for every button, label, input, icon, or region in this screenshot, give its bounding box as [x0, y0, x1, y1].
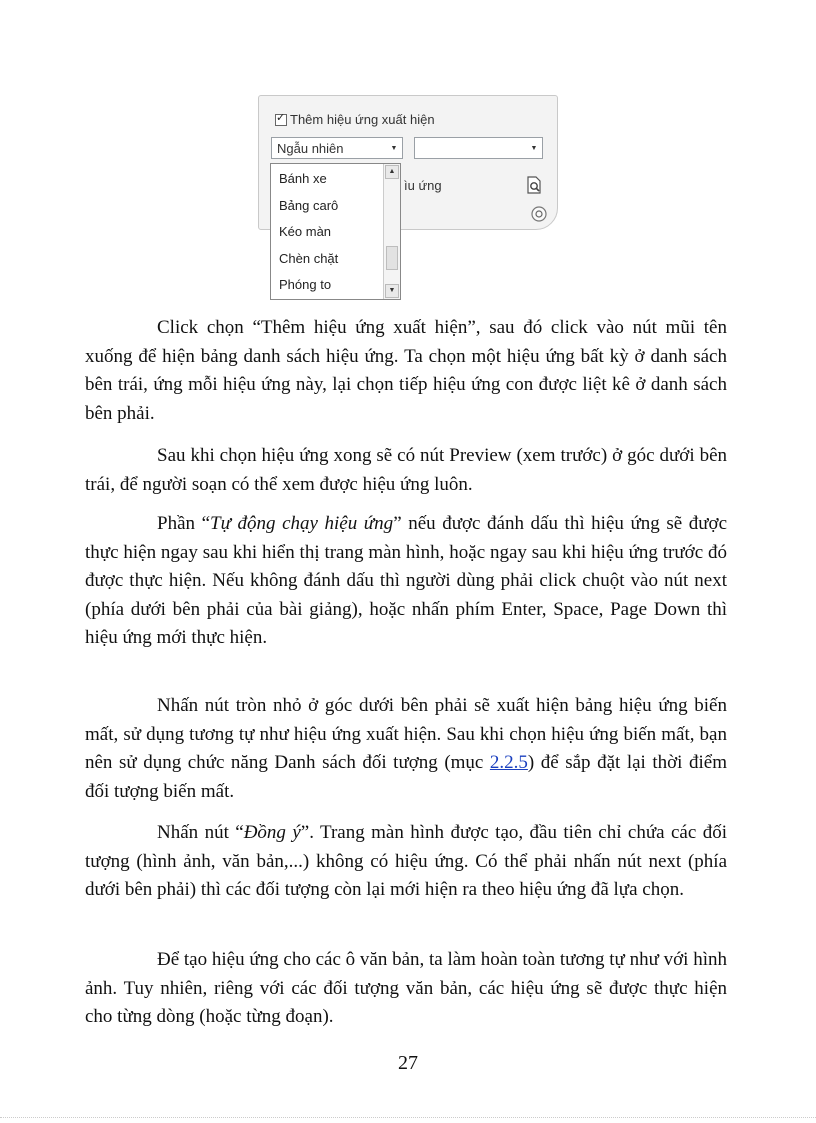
paragraph-4-text-rest: ) để sắp đặt lại thời điểm đối tượng biến mất. — [85, 752, 727, 802]
paragraph-5-text: Nhấn nút “ — [157, 822, 244, 843]
effect-dropdown-list[interactable] — [270, 163, 401, 300]
scroll-up-icon[interactable]: ▲ — [385, 165, 399, 179]
dropdown-items — [271, 166, 383, 299]
page-number: 27 — [398, 1052, 418, 1074]
check-icon[interactable] — [275, 114, 287, 126]
dropdown-arrow-icon[interactable]: ▼ — [390, 144, 398, 152]
paragraph-3 — [85, 510, 727, 653]
effect-combo[interactable] — [271, 137, 403, 159]
paragraph-3-text-rest: ” nếu được đánh dấu thì hiệu ứng sẽ được thực hiện ngay sau khi hiển thị trang màn hình, hoặc ngay sau khi hiệu ứng trước đó được thực hiện. Nếu không đánh dấu thì người dùng phải click chuột vào nút next (phía dưới bên phải của bài giảng), hoặc nhấn phím Enter, Space, Page Down thì hiệu ứng mới thực hiện. — [85, 513, 728, 648]
paragraph-5-text-rest: ”. Trang màn hình được tạo, đầu tiên chỉ chứa các đối tượng (hình ảnh, văn bản,...) không có hiệu ứng. Có thể phải nhấn nút next (phía dưới bên phải) thì các đối tượng còn lại mới hiện ra theo hiệu ứng đã lựa chọn. — [85, 822, 727, 900]
sub-effect-combo[interactable] — [414, 137, 543, 159]
dropdown-item[interactable]: Kéo màn — [279, 224, 332, 239]
dropdown-item[interactable]: Chèn chặt — [279, 250, 339, 266]
agree-term: Đồng ý — [243, 822, 301, 843]
paragraph-3-text: Phần “ — [157, 513, 211, 534]
dropdown-arrow-icon[interactable]: ▼ — [530, 144, 538, 152]
section-link[interactable]: 2.2.5 — [489, 752, 528, 773]
paragraph-4 — [85, 692, 727, 806]
scroll-down-icon[interactable]: ▼ — [385, 284, 399, 298]
checkbox-label: Thêm hiệu ứng xuất hiện — [290, 112, 435, 127]
scroll-thumb[interactable] — [386, 246, 398, 270]
page-divider — [0, 1117, 816, 1118]
dropdown-item[interactable]: Bánh xe — [279, 171, 327, 186]
appear-effect-checkbox[interactable] — [275, 112, 435, 127]
paragraph-5 — [85, 819, 727, 905]
paragraph-1: Click chọn “Thêm hiệu ứng xuất hiện”, sau đó click vào nút mũi tên xuống để hiện bảng danh sách hiệu ứng. Ta chọn một hiệu ứng bất kỳ ở danh sách bên trái, ứng mỗi hiệu ứng này, lại chọn tiếp hiệu ứng con được liệt kê ở danh sách bên phải. — [85, 317, 727, 424]
auto-run-term: Tự động chạy hiệu ứng — [210, 513, 394, 534]
auto-run-label-fragment: ìu ứng — [404, 178, 442, 193]
paragraph-4-text: Nhấn nút tròn nhỏ ở góc dưới bên phải sẽ xuất hiện bảng hiệu ứng biến mất, sử dụng tương tự như hiệu ứng xuất hiện. Sau khi chọn hiệu ứng biến mất, bạn nên sử dụng chức năng Danh sách đối tượng (mục — [85, 695, 727, 773]
effect-combo-value: Ngẫu nhiên — [277, 140, 344, 156]
paragraph-6: Để tạo hiệu ứng cho các ô văn bản, ta làm hoàn toàn tương tự như với hình ảnh. Tuy nhiên, riêng với các đối tượng văn bản, các hiệu ứng sẽ được thực hiện cho từng dòng (hoặc từng đoạn). — [85, 949, 727, 1027]
paragraph-2: Sau khi chọn hiệu ứng xong sẽ có nút Preview (xem trước) ở góc dưới bên trái, để người soạn có thể xem được hiệu ứng luôn. — [85, 445, 727, 495]
dropdown-item[interactable]: Phóng to — [279, 277, 332, 292]
dropdown-scrollbar[interactable] — [383, 164, 400, 299]
preview-icon[interactable] — [525, 176, 543, 194]
dropdown-item[interactable]: Bảng carô — [279, 197, 339, 213]
circle-button-icon[interactable] — [531, 206, 547, 222]
